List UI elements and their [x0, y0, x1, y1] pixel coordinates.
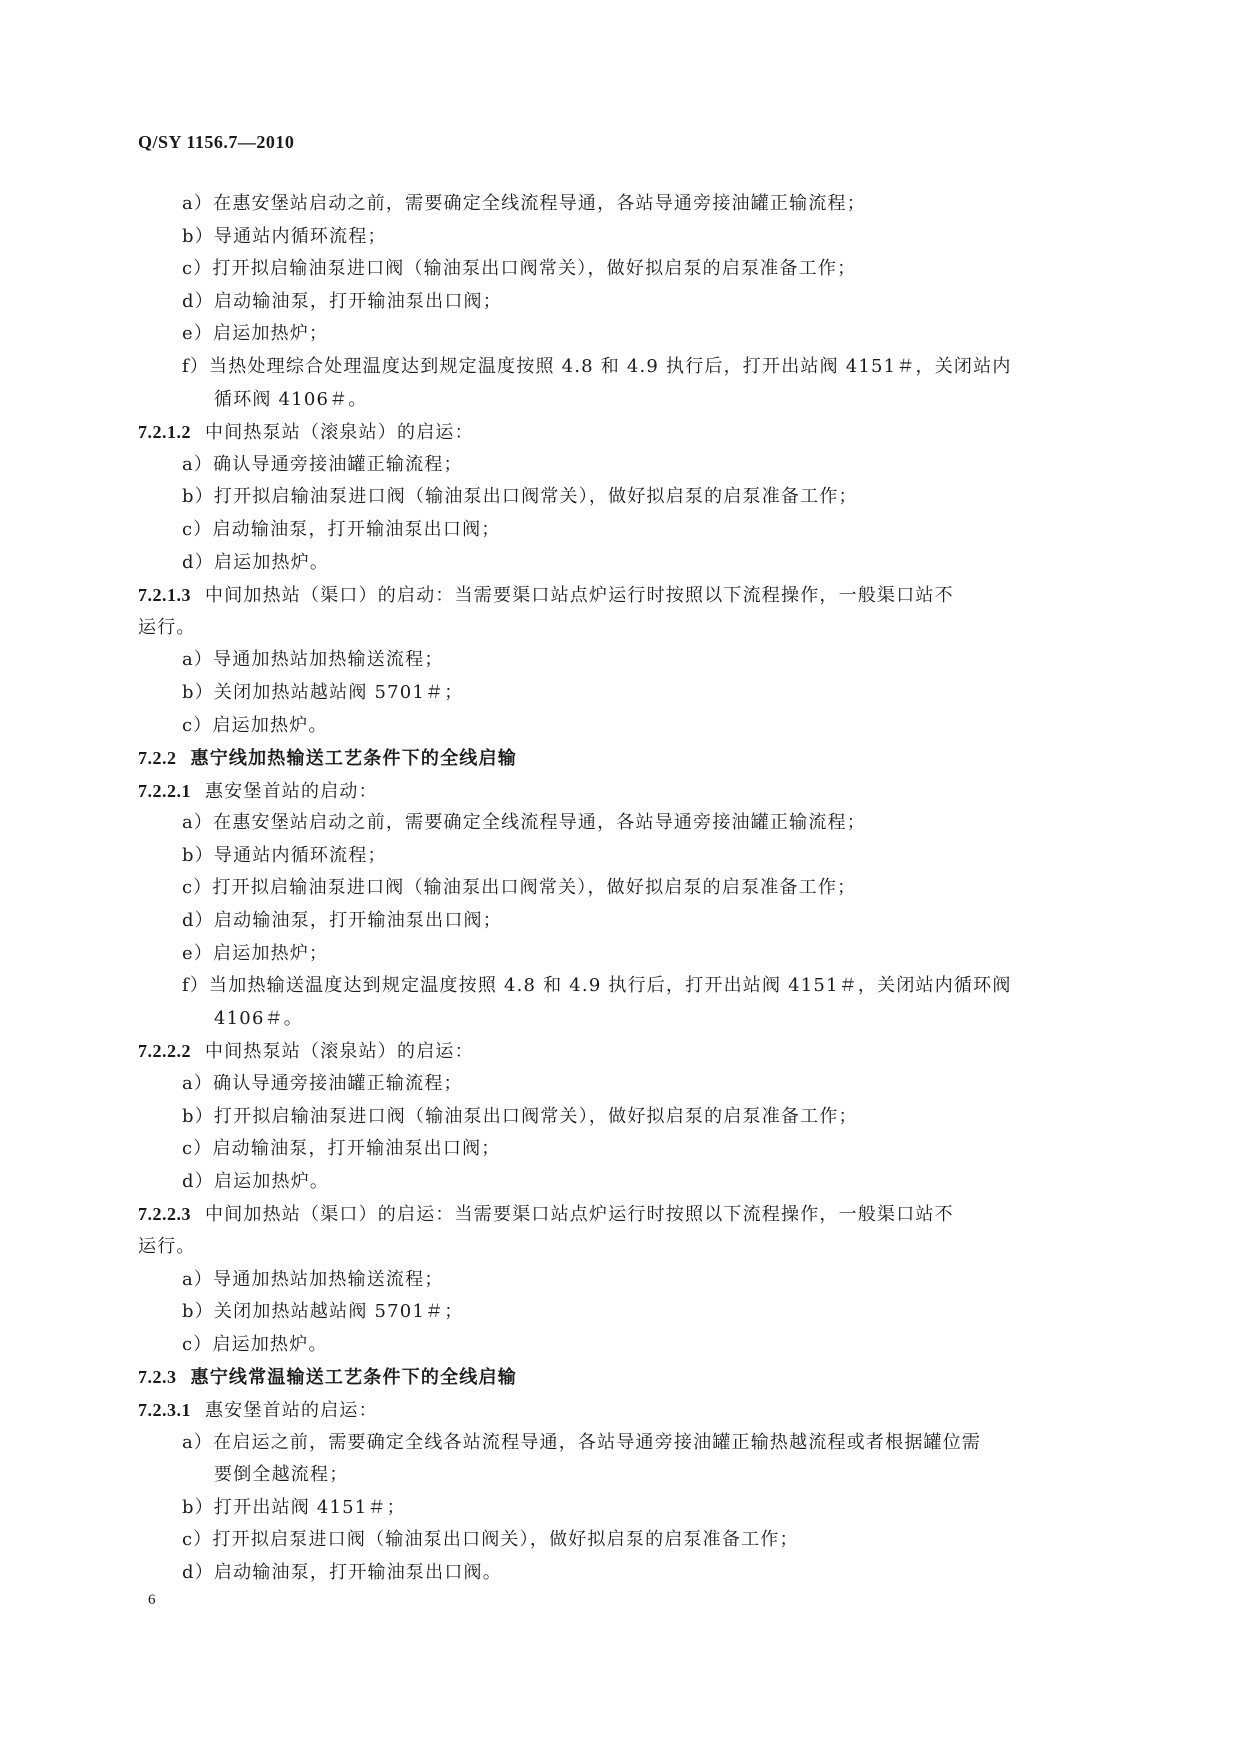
clause-heading [138, 775, 1100, 808]
list-item: a）确认导通旁接油罐正输流程； [182, 453, 463, 475]
list-item: d）启动输油泵，打开输油泵出口阀。 [182, 1561, 502, 1583]
list-item: d）启运加热炉。 [182, 1170, 330, 1192]
clause-heading [138, 742, 1100, 775]
list-item: e）启运加热炉； [182, 323, 329, 345]
text-line: 4106＃。 [214, 1007, 304, 1029]
clause-number: 7.2.2.3 [138, 1204, 191, 1225]
list-item: c）启动输油泵，打开输油泵出口阀； [182, 1138, 501, 1160]
list-item: d）启动输油泵，打开输油泵出口阀； [182, 290, 502, 312]
list-item: c）启运加热炉。 [182, 714, 328, 736]
list-item: a）在启运之前，需要确定全线各站流程导通，各站导通旁接油罐正输热越流程或者根据罐位需 [182, 1431, 982, 1453]
list-item: a）在惠安堡站启动之前，需要确定全线流程导通，各站导通旁接油罐正输流程； [182, 193, 866, 214]
list-item: a）确认导通旁接油罐正输流程； [182, 1073, 463, 1095]
list-item: c）打开拟启输油泵进口阀（输油泵出口阀常关），做好拟启泵的启泵准备工作； [182, 877, 857, 899]
list-item: f）当加热输送温度达到规定温度按照 4.8 和 4.9 执行后，打开出站阀 4151＃，关闭站内循环阀 [182, 975, 1012, 997]
text-line: 运行。 [138, 1236, 196, 1257]
clause-number: 7.2.3.1 [138, 1399, 191, 1420]
clause-number: 7.2.2.1 [138, 780, 191, 801]
clause-number: 7.2.1.2 [138, 422, 191, 443]
list-item: c）打开拟启泵进口阀（输油泵出口阀关），做好拟启泵的启泵准备工作； [182, 1529, 799, 1551]
list-item: a）导通加热站加热输送流程； [182, 649, 444, 671]
clause-text: 惠宁线常温输送工艺条件下的全线启输 [190, 1367, 517, 1389]
clause-heading [138, 1198, 1100, 1231]
clause-text: 中间加热站（渠口）的启动：当需要渠口站点炉运行时按照以下流程操作，一般渠口站不 [205, 585, 954, 607]
clause-text: 惠安堡首站的启运： [205, 1399, 378, 1421]
text-line: 要倒全越流程； [214, 1464, 349, 1486]
clause-text: 中间加热站（渠口）的启运：当需要渠口站点炉运行时按照以下流程操作，一般渠口站不 [205, 1204, 954, 1226]
list-item: d）启动输油泵，打开输油泵出口阀； [182, 910, 502, 932]
clause-text: 惠宁线加热输送工艺条件下的全线启输 [190, 748, 517, 770]
list-item: c）启运加热炉。 [182, 1333, 328, 1355]
clause-text: 中间热泵站（滚泉站）的启运： [205, 1041, 474, 1063]
list-item: b）导通站内循环流程； [182, 844, 387, 866]
clause-heading [138, 1361, 1100, 1394]
list-item: b）打开拟启输油泵进口阀（输油泵出口阀常关），做好拟启泵的启泵准备工作； [182, 486, 858, 508]
list-item: b）打开出站阀 4151＃； [182, 1496, 406, 1518]
clause-number: 7.2.2 [138, 748, 177, 769]
clause-text: 惠安堡首站的启动： [205, 780, 378, 802]
list-item: e）启运加热炉； [182, 942, 329, 964]
clause-number: 7.2.1.3 [138, 585, 191, 606]
text-line: 运行。 [138, 616, 196, 638]
list-item: f）当热处理综合处理温度达到规定温度按照 4.8 和 4.9 执行后，打开出站阀 4151＃，关闭站内 [182, 355, 1012, 377]
page-number: 6 [148, 1592, 156, 1608]
list-item: b）关闭加热站越站阀 5701＃； [182, 1301, 464, 1323]
clause-heading [138, 1394, 1100, 1427]
clause-heading [138, 579, 1100, 612]
clause-heading [138, 416, 1100, 449]
list-item: a）导通加热站加热输送流程； [182, 1268, 444, 1290]
list-item: b）关闭加热站越站阀 5701＃； [182, 681, 464, 703]
list-item: c）打开拟启输油泵进口阀（输油泵出口阀常关），做好拟启泵的启泵准备工作； [182, 258, 857, 280]
clause-number: 7.2.2.2 [138, 1041, 191, 1062]
list-item: c）启动输油泵，打开输油泵出口阀； [182, 518, 501, 540]
clause-text: 中间热泵站（滚泉站）的启运： [205, 422, 474, 444]
list-item: b）导通站内循环流程； [182, 225, 387, 247]
text-line: 循环阀 4106＃。 [214, 388, 368, 410]
document-body [138, 188, 1100, 1590]
list-item: d）启运加热炉。 [182, 551, 330, 573]
clause-heading [138, 1035, 1100, 1068]
document-code-header: Q/SY 1156.7—2010 [138, 132, 295, 152]
list-item: a）在惠安堡站启动之前，需要确定全线流程导通，各站导通旁接油罐正输流程； [182, 812, 866, 834]
list-item: b）打开拟启输油泵进口阀（输油泵出口阀常关），做好拟启泵的启泵准备工作； [182, 1105, 858, 1127]
clause-number: 7.2.3 [138, 1367, 177, 1388]
